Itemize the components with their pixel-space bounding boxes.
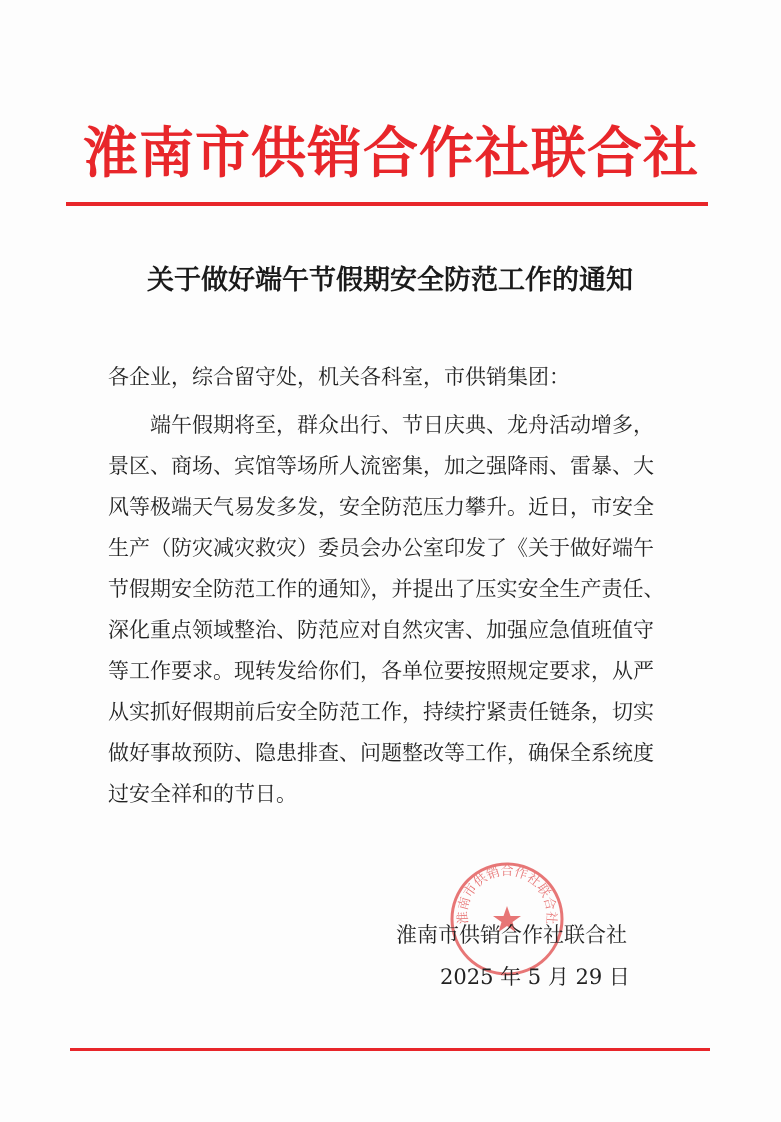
salutation: 各企业，综合留守处，机关各科室，市供销集团： bbox=[108, 365, 570, 389]
body-line: 生产（防灾减灾救灾）委员会办公室印发了《关于做好端午 bbox=[108, 536, 654, 560]
body-line: 节假期安全防范工作的通知》，并提出了压实安全生产责任、 bbox=[108, 577, 665, 601]
footer-red-rule bbox=[70, 1048, 710, 1051]
body-line: 端午假期将至，群众出行、节日庆典、龙舟活动增多， bbox=[150, 413, 654, 437]
signature-date: 2025 年 5 月 29 日 bbox=[440, 965, 630, 989]
signature-organization: 淮南市供销合作社联合社 bbox=[396, 923, 627, 947]
body-line: 深化重点领域整治、防范应对自然灾害、加强应急值班值守 bbox=[108, 618, 654, 642]
body-paragraph bbox=[108, 405, 688, 815]
org-header-title: 淮南市供销合作社联合社 bbox=[82, 120, 699, 185]
official-seal-stamp bbox=[448, 860, 566, 978]
document-title: 关于做好端午节假期安全防范工作的通知 bbox=[147, 265, 633, 296]
body-line: 从实抓好假期前后安全防范工作，持续拧紧责任链条，切实 bbox=[108, 700, 654, 724]
body-line: 过安全祥和的节日。 bbox=[108, 782, 297, 806]
stamp-text: 淮南市供销合作社联合社 bbox=[455, 864, 559, 925]
body-line: 风等极端天气易发多发，安全防范压力攀升。近日，市安全 bbox=[108, 495, 654, 519]
body-line: 景区、商场、宾馆等场所人流密集，加之强降雨、雷暴、大 bbox=[108, 454, 654, 478]
body-line: 做好事故预防、隐患排查、问题整改等工作，确保全系统度 bbox=[108, 741, 654, 765]
header-red-rule bbox=[66, 202, 708, 206]
body-line: 等工作要求。现转发给你们，各单位要按照规定要求，从严 bbox=[108, 659, 654, 683]
